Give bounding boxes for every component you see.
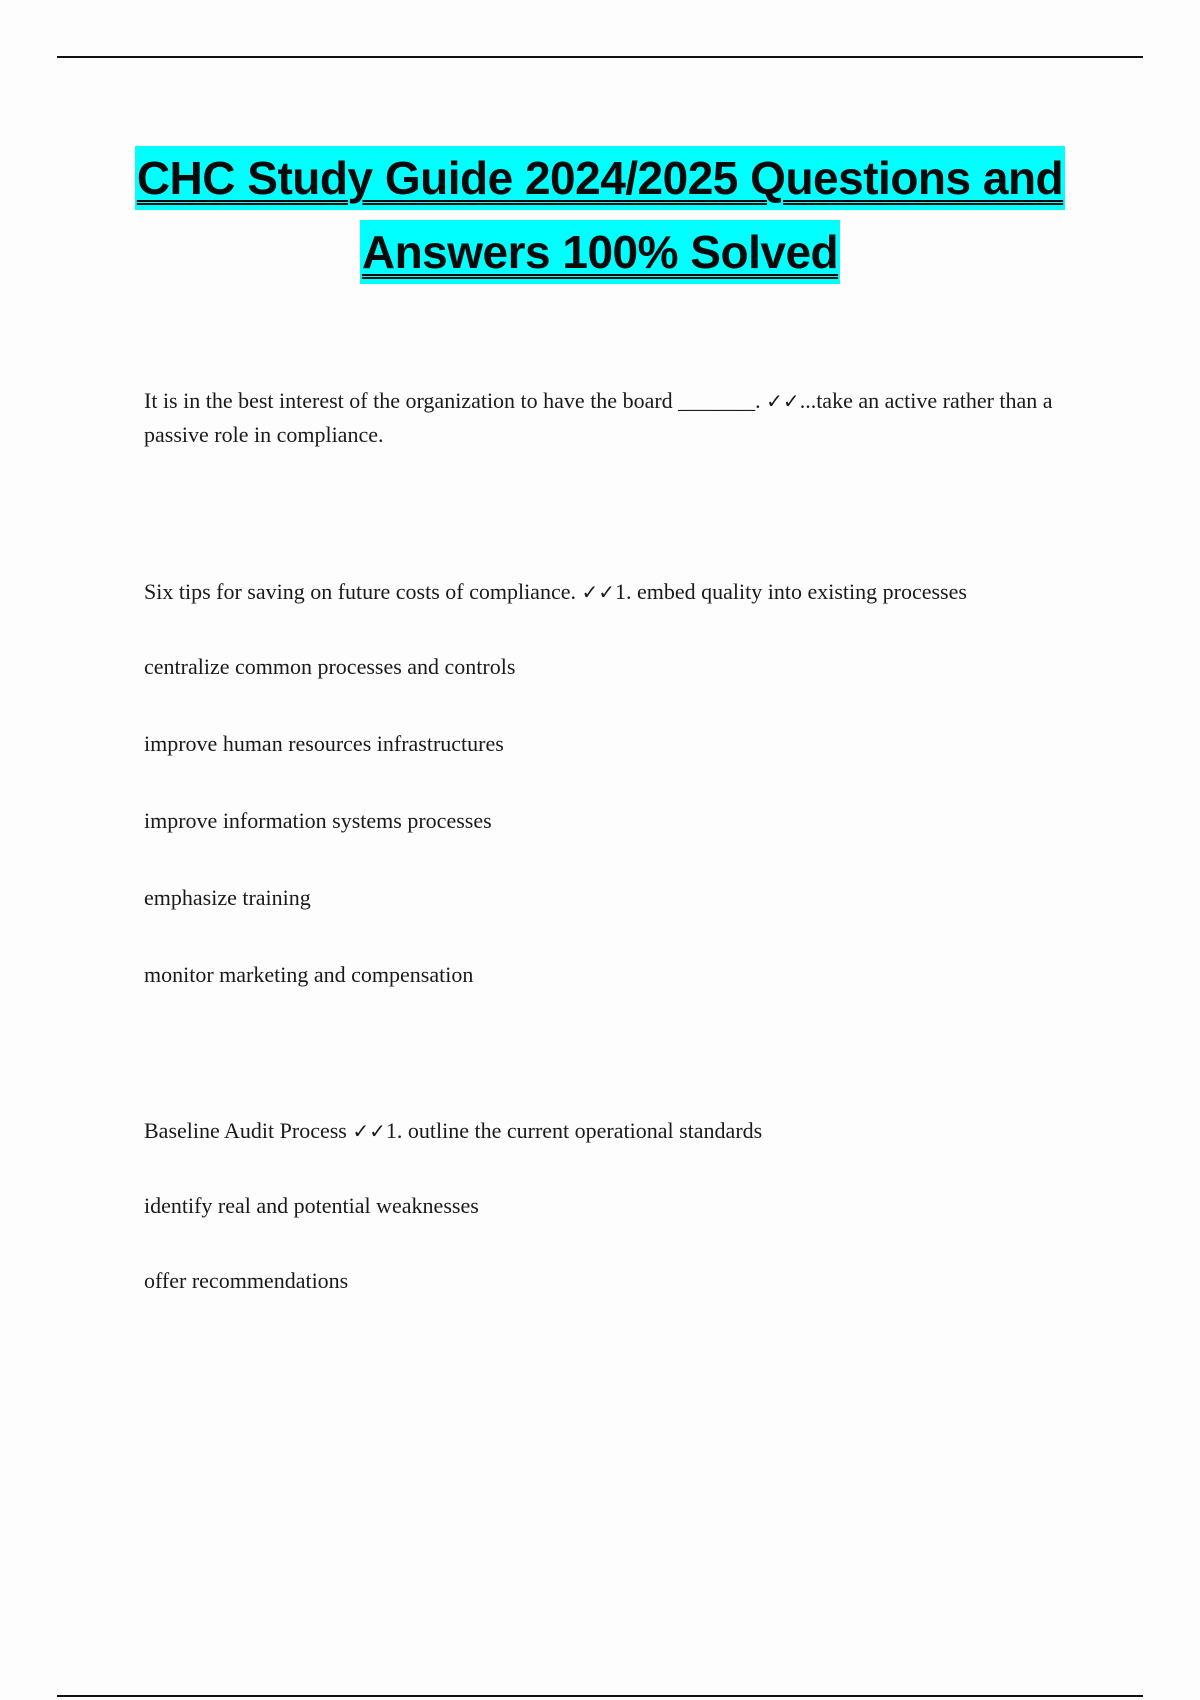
qa-block-1 bbox=[144, 384, 1084, 452]
list-item bbox=[144, 650, 1084, 684]
list-item bbox=[144, 958, 1084, 992]
qa-block-3 bbox=[144, 1114, 1084, 1148]
question-text: Six tips for saving on future costs of compliance. bbox=[144, 579, 582, 604]
answer-text: 1. outline the current operational standards bbox=[385, 1118, 763, 1143]
title-line-1: CHC Study Guide 2024/2025 Questions and bbox=[135, 146, 1065, 210]
list-item-text: emphasize training bbox=[144, 885, 311, 910]
list-item-text: centralize common processes and controls bbox=[144, 654, 516, 679]
answer-text: ...take an active rather than a passive role in compliance. bbox=[144, 388, 1053, 447]
qa-paragraph bbox=[144, 1114, 1084, 1148]
page-title bbox=[0, 146, 1200, 294]
list-item-text: offer recommendations bbox=[144, 1268, 349, 1293]
check-icon: ✓✓ bbox=[581, 580, 615, 604]
list-item bbox=[144, 881, 1084, 915]
question-text: It is in the best interest of the organization to have the board _______. bbox=[144, 388, 767, 413]
qa-paragraph bbox=[144, 575, 1084, 609]
top-rule bbox=[57, 56, 1143, 58]
title-line-2: Answers 100% Solved bbox=[360, 220, 840, 284]
check-icon: ✓✓ bbox=[352, 1119, 386, 1143]
list-item-text: improve human resources infrastructures bbox=[144, 731, 504, 756]
check-icon: ✓✓ bbox=[766, 389, 800, 413]
list-item-text: identify real and potential weaknesses bbox=[144, 1193, 479, 1218]
answer-text: 1. embed quality into existing processes bbox=[615, 579, 967, 604]
list-item bbox=[144, 804, 1084, 838]
bottom-rule bbox=[57, 1695, 1143, 1697]
list-item bbox=[144, 727, 1084, 761]
list-item-text: improve information systems processes bbox=[144, 808, 492, 833]
list-item bbox=[144, 1264, 1084, 1298]
question-text: Baseline Audit Process bbox=[144, 1118, 353, 1143]
qa-paragraph bbox=[144, 384, 1084, 452]
list-item bbox=[144, 1189, 1084, 1223]
list-item-text: monitor marketing and compensation bbox=[144, 962, 474, 987]
qa-block-2 bbox=[144, 575, 1084, 609]
